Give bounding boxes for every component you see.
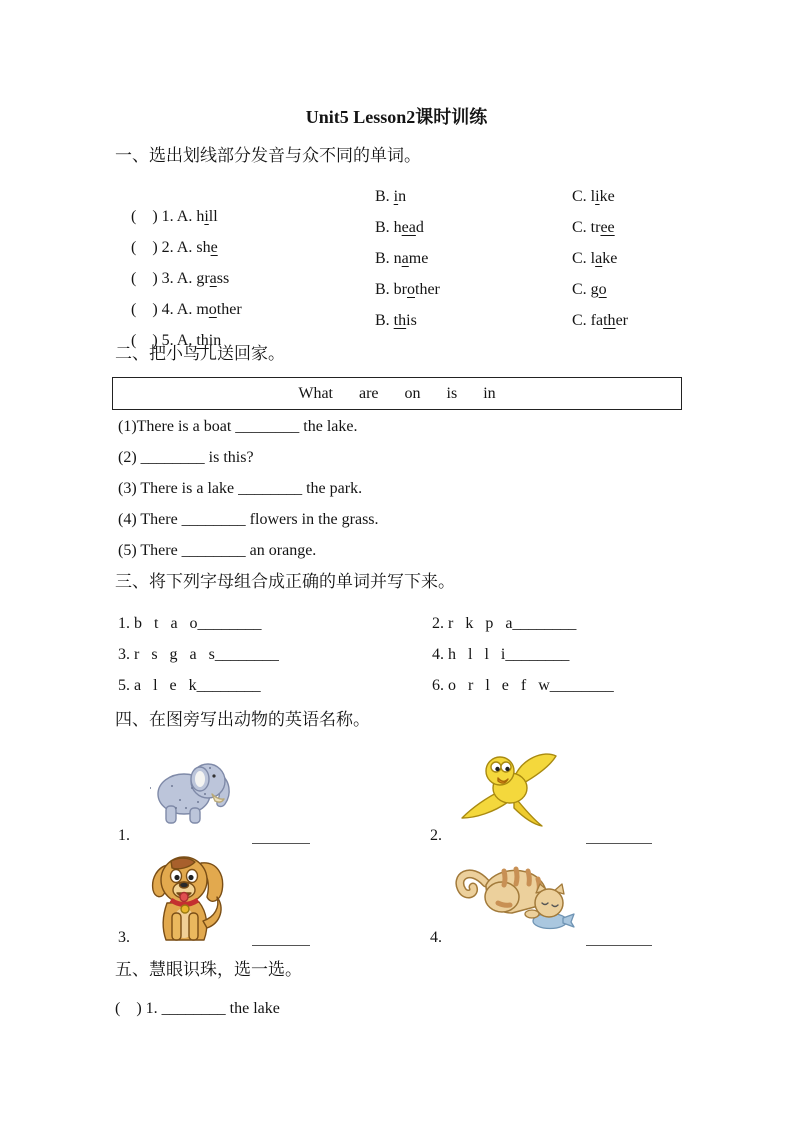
option-c: C. like (572, 188, 615, 205)
section5-heading: 五、慧眼识珠，选一选。 (115, 960, 302, 979)
scramble-item: 3. r s g a s________ (118, 646, 279, 663)
option-c: C. go (572, 281, 607, 298)
option-b: B. in (375, 188, 407, 205)
option-b: B. head (375, 219, 424, 236)
word-bank-word: What (298, 384, 333, 402)
option-a: ( ) 5. A. thin (131, 332, 222, 349)
option-a: ( ) 3. A. grass (131, 270, 230, 287)
answer-blank (252, 945, 310, 946)
scramble-item: 1. b t a o________ (118, 615, 262, 632)
animal-label: 2. (430, 827, 442, 844)
option-b: B. name (375, 250, 429, 267)
word-bank-word: on (404, 384, 421, 402)
option-b: B. brother (375, 281, 440, 298)
option-a: ( ) 2. A. she (131, 239, 218, 256)
option-c: C. lake (572, 250, 618, 267)
scramble-item: 2. r k p a________ (432, 615, 577, 632)
word-bank-word: in (483, 384, 496, 402)
bird-image (458, 746, 562, 834)
section3-heading: 三、将下列字母组合成正确的单词并写下来。 (115, 572, 455, 591)
answer-blank (252, 843, 310, 844)
cat-image (452, 861, 576, 933)
animal-label: 1. (118, 827, 130, 844)
option-c: C. father (572, 312, 628, 329)
elephant-image (150, 748, 236, 830)
fill-sentence: (2) ________ is this? (118, 449, 254, 466)
word-bank-word: is (446, 384, 458, 402)
scramble-item: 5. a l e k________ (118, 677, 261, 694)
scramble-item: 4. h l l i________ (432, 646, 570, 663)
word-bank-word: are (359, 384, 379, 402)
section4-heading: 四、在图旁写出动物的英语名称。 (115, 710, 370, 729)
page-title: Unit5 Lesson2课时训练 (305, 107, 488, 127)
scramble-item: 6. o r l e f w________ (432, 677, 614, 694)
fill-sentence: (3) There is a lake ________ the park. (118, 480, 363, 497)
animal-label: 3. (118, 929, 130, 946)
option-c: C. tree (572, 219, 615, 236)
animal-label: 4. (430, 929, 442, 946)
option-b: B. this (375, 312, 417, 329)
word-bank-box (112, 377, 682, 410)
answer-blank (586, 945, 652, 946)
section1-heading: 一、选出划线部分发音与众不同的单词。 (115, 146, 421, 165)
fill-sentence: (5) There ________ an orange. (118, 542, 317, 559)
fill-sentence: (1)There is a boat ________ the lake. (118, 418, 358, 435)
section2-heading: 二、把小鸟儿送回家。 (115, 344, 285, 363)
dog-image (137, 849, 233, 946)
choice-item: ( ) 1. ________ the lake (115, 1000, 280, 1017)
fill-sentence: (4) There ________ flowers in the grass. (118, 511, 379, 528)
answer-blank (586, 843, 652, 844)
option-a: ( ) 4. A. mother (131, 301, 242, 318)
option-a: ( ) 1. A. hill (131, 208, 218, 225)
